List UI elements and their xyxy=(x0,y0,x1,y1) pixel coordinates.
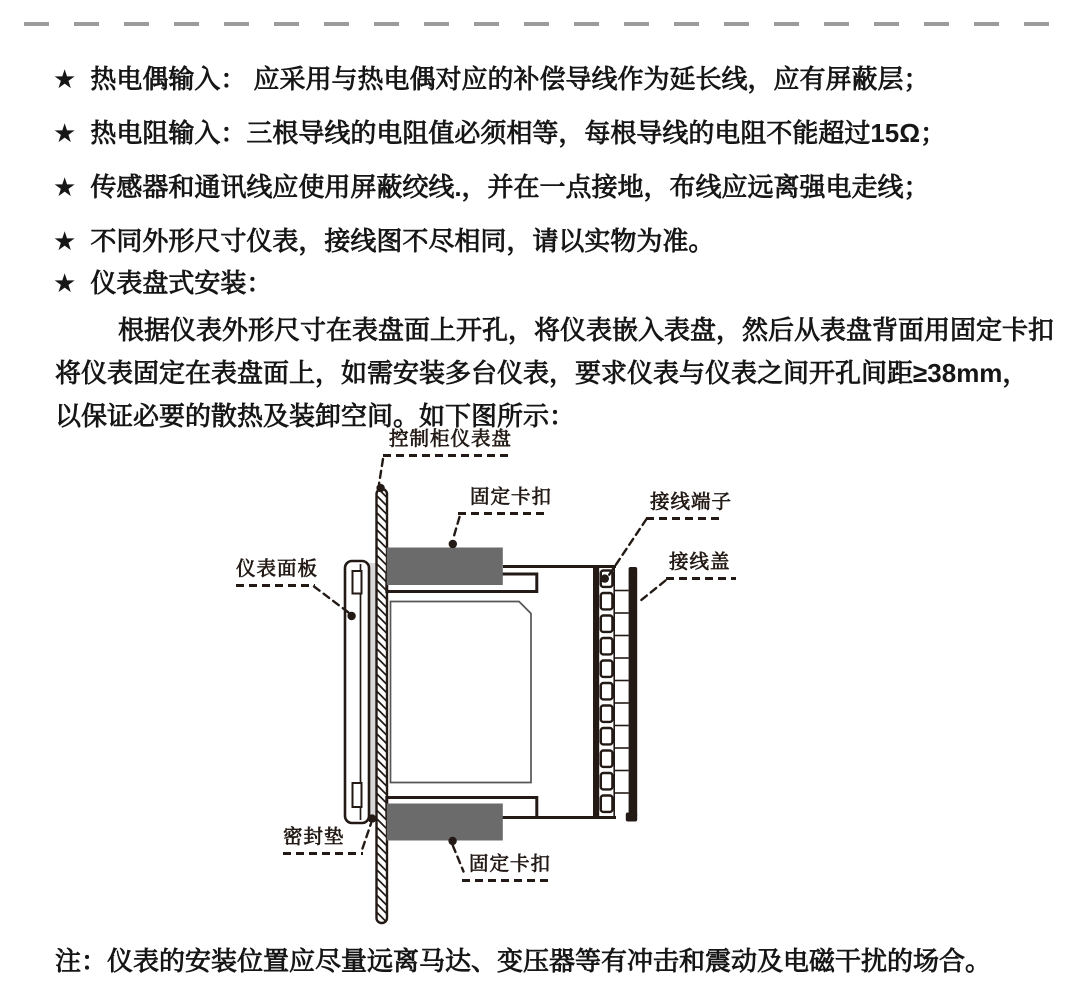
bottom-note: 注：仪表的安装位置应尽量远离马达、变压器等有冲击和震动及电磁干扰的场合。 xyxy=(55,946,992,976)
star-bullet-icon: ★ xyxy=(53,118,77,148)
bullet-text: 传感器和通讯线应使用屏蔽绞线.，并在一点接地，布线应远离强电走线； xyxy=(90,172,930,202)
label-underline xyxy=(236,584,315,587)
cabinet-panel-label-text: 控制柜仪表盘 xyxy=(389,428,513,450)
star-bullet-icon: ★ xyxy=(53,268,77,298)
gasket-label-text: 密封垫 xyxy=(283,826,345,848)
front-panel-label-text: 仪表面板 xyxy=(236,558,319,580)
label-underline xyxy=(646,517,722,520)
fixing-clip-bottom-label-text: 固定卡扣 xyxy=(469,853,552,875)
fixing-clip-bottom xyxy=(387,804,503,841)
label-fixing-clip-bottom xyxy=(469,853,551,882)
label-terminal xyxy=(650,491,732,520)
fixing-clip-top-label-text: 固定卡扣 xyxy=(470,486,553,508)
paragraph-line: 根据仪表外形尺寸在表盘面上开孔，将仪表嵌入表盘，然后从表盘背面用固定卡扣 xyxy=(118,315,1055,345)
label-cabinet-panel xyxy=(389,428,513,457)
label-wiring-cover xyxy=(669,551,736,580)
label-front-panel xyxy=(236,558,318,587)
star-bullet-icon: ★ xyxy=(53,64,77,94)
bullet-text: 热电阻输入：三根导线的电阻值必须相等，每根导线的电阻不能超过15Ω； xyxy=(90,118,947,148)
star-bullet-icon: ★ xyxy=(53,172,77,202)
instrument-body xyxy=(391,567,617,818)
wiring-cover-bar xyxy=(626,567,637,822)
instrument-front-panel-shape xyxy=(345,561,369,823)
label-underline xyxy=(458,512,548,515)
terminal-label-text: 接线端子 xyxy=(650,491,733,513)
bullet-text: 不同外形尺寸仪表，接线图不尽相同，请以实物为准。 xyxy=(90,226,715,256)
cabinet-panel-bar xyxy=(377,489,388,923)
terminal-block xyxy=(593,566,629,818)
paragraph-line: 将仪表固定在表盘面上，如需安装多台仪表，要求仪表与仪表之间开孔间距≥38mm， xyxy=(55,358,1029,388)
label-gasket xyxy=(283,826,363,855)
label-underline xyxy=(383,454,513,457)
label-fixing-clip-top xyxy=(470,486,552,515)
label-underline xyxy=(666,577,736,580)
bullet-text: 热电偶输入： 应采用与热电偶对应的补偿导线作为延长线，应有屏蔽层； xyxy=(90,64,930,94)
paragraph-line: 以保证必要的散热及装卸空间。如下图所示： xyxy=(55,401,576,431)
star-bullet-icon: ★ xyxy=(53,226,77,256)
wiring-cover-label-text: 接线盖 xyxy=(669,551,731,573)
fixing-clip-top xyxy=(387,548,503,586)
bullet-text: 仪表盘式安装： xyxy=(90,268,273,298)
label-underline xyxy=(462,879,548,882)
label-underline xyxy=(283,852,363,855)
